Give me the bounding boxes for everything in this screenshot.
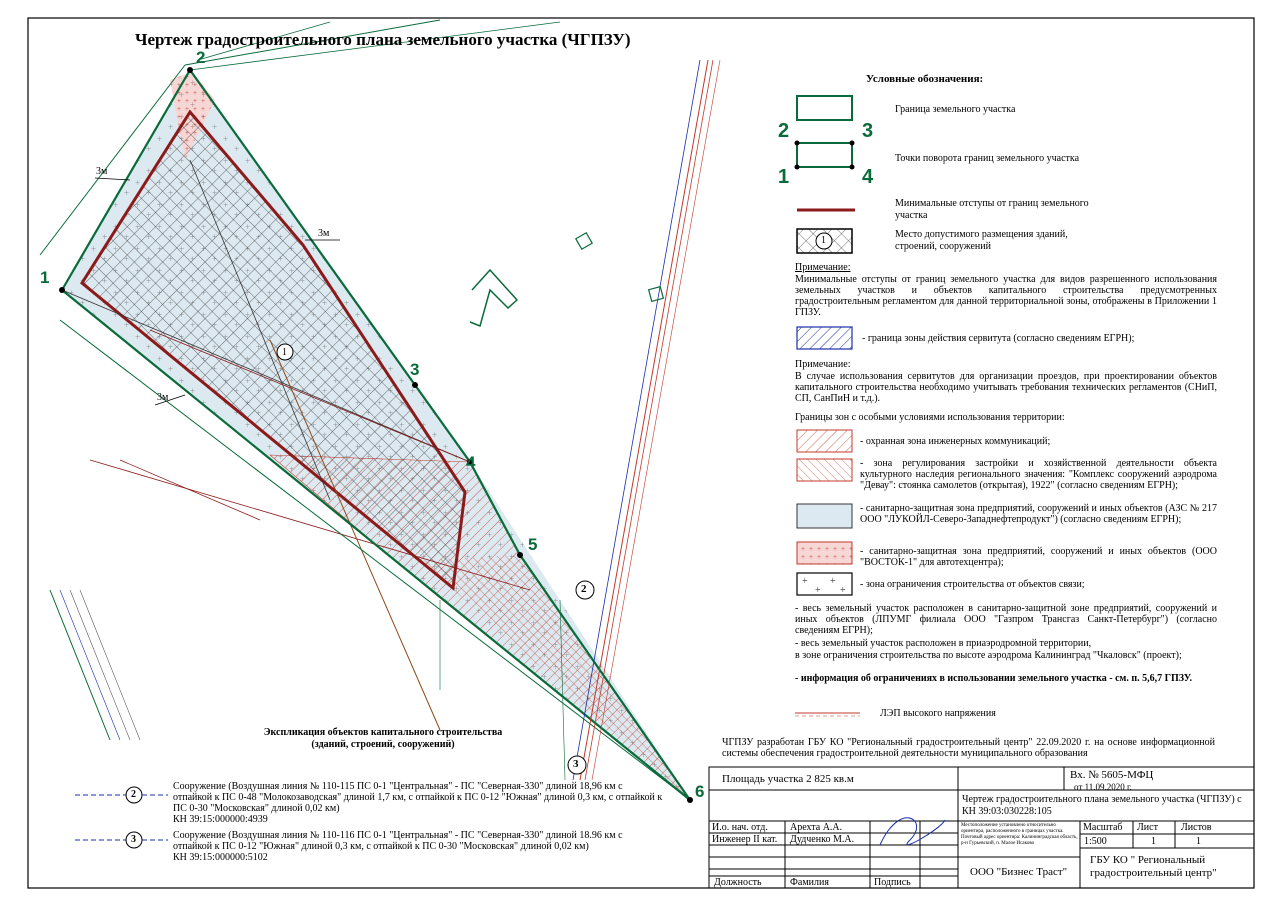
bullet-3: в зоне ограничения строительства по высоте аэродрома Калининград "Чкаловск" (проект); xyxy=(795,650,1182,661)
legend-num-2: 2 xyxy=(778,120,790,142)
stamp-name-2: Дудченко М.А. xyxy=(790,834,855,845)
legend-z4-swatch xyxy=(797,542,852,564)
legend-num-1: 1 xyxy=(778,166,790,188)
stamp-location: Местоположение установлено относительно ориентира, расположенного в границах участка. Почтовый адрес ориентира: Калининградская область, р-н Гурьевский, п. Малое Исаково xyxy=(961,823,1078,846)
legend-z4-label: - санитарно-защитная зона предприятий, сооружений и иных объектов (ООО "ВОСТОК-1" для автотехцентра); xyxy=(860,546,1217,568)
point-3-label: 3 xyxy=(410,360,420,379)
stamp-drawing-title: Чертеж градостроительного плана земельного участка (ЧГПЗУ) с КН 39:03:030228:105 xyxy=(962,794,1242,817)
legend-z3-swatch xyxy=(797,504,852,528)
legend-z1-swatch xyxy=(797,430,852,452)
explication-title: Экспликация объектов капитального строительства (зданий, строений, сооружений) xyxy=(263,727,503,750)
svg-text:+: + xyxy=(830,576,836,587)
explication-num-3: 3 xyxy=(131,834,136,845)
stamp-sheet: 1 xyxy=(1151,836,1156,847)
note1-heading: Примечание: xyxy=(795,262,851,273)
legend-z5-label: - зона ограничения строительства от объектов связи; xyxy=(860,579,1085,590)
signature-mark xyxy=(880,818,945,845)
legend-boundary-label: Граница земельного участка xyxy=(895,104,1016,115)
legend-z1-label: - охранная зона инженерных коммуникаций; xyxy=(860,436,1051,447)
stamp-sheets: 1 xyxy=(1196,836,1201,847)
stamp-vh: Вх. № 5605-МФЦ xyxy=(1070,769,1154,781)
explication-item-2 xyxy=(173,781,663,825)
stamp-col-signature: Подпись xyxy=(874,877,911,888)
stamp-role-2: Инженер II кат. xyxy=(712,834,778,845)
line-marker-3: 3 xyxy=(573,758,579,770)
svg-text:+: + xyxy=(840,585,846,596)
line-marker-2: 2 xyxy=(581,583,587,595)
info-note: - информация об ограничениях в использовании земельного участка - см. п. 5,6,7 ГПЗУ. xyxy=(795,673,1193,684)
point-1-label: 1 xyxy=(40,268,50,287)
legend-servitude-label: - граница зоны действия сервитута (согласно сведениям ЕГРН); xyxy=(862,333,1135,344)
legend-placement-num: 1 xyxy=(821,235,826,246)
bullet-1: - весь земельный участок расположен в санитарно-защитной зоне предприятий, сооружений и иных объектов (ЛПУМГ филиала ООО "Газпром Трансгаз Санкт-Петербург") (согласно сведениям ЕГРН); xyxy=(795,603,1217,636)
stamp-name-1: Арехта А.А. xyxy=(790,822,843,833)
legend-heading: Условные обозначения: xyxy=(866,73,984,85)
developer-note: ЧГПЗУ разработан ГБУ КО "Региональный градостроительный центр" 22.09.2020 г. на основе информационной системы обеспечения градостроительной деятельности муниципального образования xyxy=(722,737,1215,759)
stamp-scale-head: Масштаб xyxy=(1083,822,1123,833)
legend-z3-label: - санитарно-защитная зона предприятий, сооружений и иных объектов (АЗС № 217 ООО "ЛУКОЙЛ-Северо-Западнефтепродукт") (согласно сведениям ЕГРН); xyxy=(860,503,1217,525)
legend-z2-label: - зона регулирования застройки и хозяйственной деятельности объекта культурного наследия регионального значения: "Комплекс сооружений аэродрома "Девау": стоянка самолетов (открытая), 1922" (согласно сведениям ЕГРН); xyxy=(860,458,1217,491)
legend-num-3: 3 xyxy=(862,120,874,142)
zone-marker-1: 1 xyxy=(282,347,287,358)
legend-lep-label: ЛЭП высокого напряжения xyxy=(880,708,996,719)
explication-item-3-text: Сооружение (Воздушная линия № 110-116 ПС 0-1 "Центральная" - ПС "Северная-330" длиной 18.96 км с отпайкой к ПС 0-12 "Южная" длиной 0,3 км, с отпайкой к ПС 0-30 "Московская" длиной 0,02 км) xyxy=(173,830,623,852)
point-2-label: 2 xyxy=(196,48,206,67)
explication-item-3 xyxy=(173,830,663,863)
setback-dim-3: 3м xyxy=(157,392,169,403)
legend-z2-swatch xyxy=(797,459,852,481)
point-4-label: 4 xyxy=(466,453,476,472)
legend-turnpoint-swatch xyxy=(797,143,852,167)
setback-dim-2: 3м xyxy=(318,228,330,239)
note2-heading: Примечание: xyxy=(795,359,851,370)
stamp-org: ГБУ КО " Региональный градостроительный центр" xyxy=(1090,854,1217,879)
explication-item-3-kn: КН 39:15:000000:5102 xyxy=(173,852,268,863)
utility-zone-area xyxy=(420,555,690,800)
stamp-sheet-head: Лист xyxy=(1137,822,1158,833)
stamp-area: Площадь участка 2 825 кв.м xyxy=(722,773,854,785)
stamp-col-position: Должность xyxy=(714,877,762,888)
point-5-label: 5 xyxy=(528,535,538,554)
note1-text: Минимальные отступы от границ земельного участка для видов разрешенного использования земельных участков и объектов капитального строительства предусмотренных градостроительным регламентом для данной территориальной зоны, отображены в Приложении 1 ГПЗУ. xyxy=(795,274,1217,318)
note2-text: В случае использования сервитутов для организации проездов, при проектировании объектов капитального строительства необходимо учитывать требования технических регламентов (СНиП, СП, СанПиН и т.д.). xyxy=(795,371,1217,404)
svg-text:+: + xyxy=(802,576,808,587)
stamp-scale: 1:500 xyxy=(1084,836,1107,847)
stamp-sheets-head: Листов xyxy=(1181,822,1212,833)
zones-heading: Границы зон с особыми условиями использования территории: xyxy=(795,412,1065,423)
setback-dim-1: 3м xyxy=(96,166,108,177)
explication-num-2: 2 xyxy=(131,789,136,800)
stamp-vh-date: от 11.09.2020 г. xyxy=(1074,782,1132,792)
legend-setbacks-label: Минимальные отступы от границ земельного участка xyxy=(895,198,1089,221)
point-6-label: 6 xyxy=(695,782,705,801)
svg-text:+: + xyxy=(815,585,821,596)
stamp-col-name: Фамилия xyxy=(790,877,829,888)
legend-boundary-swatch xyxy=(797,96,852,120)
legend-servitude-swatch xyxy=(797,327,852,349)
stamp-client: ООО "Бизнес Траст" xyxy=(970,866,1068,878)
explication-item-2-text: Сооружение (Воздушная линия № 110-115 ПС 0-1 "Центральная" - ПС "Северная-330" длиной 18,96 км с отпайкой к ПС 0-48 "Молокозаводская" длиной 1,7 км, с отпайкой к ПС 0-12 "Южная" длиной 0,3 км, с отпайкой к ПС 0-30 "Московская" длиной 0,02 км) xyxy=(173,781,663,814)
bullet-2: - весь земельный участок расположен в приаэродромной территории, xyxy=(795,638,1092,649)
stamp-role-1: И.о. нач. отд. xyxy=(712,822,768,833)
explication-item-2-kn: КН 39:15:000000:4939 xyxy=(173,814,268,825)
legend-num-4: 4 xyxy=(862,166,874,188)
legend-turnpoints-label: Точки поворота границ земельного участка xyxy=(895,153,1080,164)
page-title: Чертеж градостроительного плана земельного участка (ЧГПЗУ) xyxy=(135,30,631,49)
legend-placement-label: Место допустимого размещения зданий, строений, сооружений xyxy=(895,229,1068,252)
